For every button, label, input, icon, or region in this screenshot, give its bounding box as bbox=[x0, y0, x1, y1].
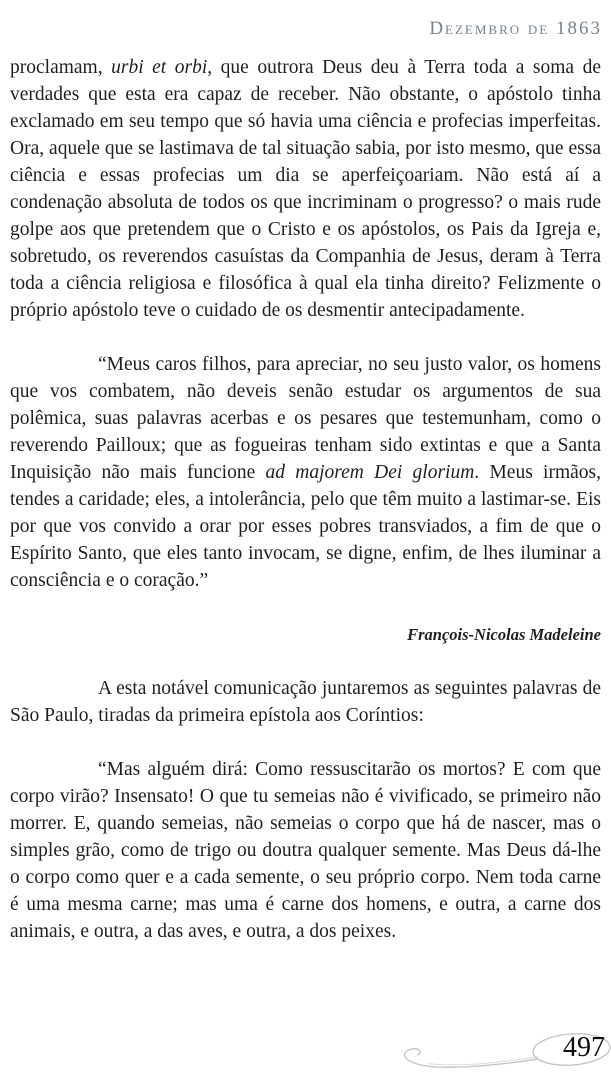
running-head: Dezembro de 1863 bbox=[429, 18, 602, 39]
paragraph-quote-paul: “Mas alguém dirá: Como ressuscitarão os mortos? E com que corpo virão? Insensato! O que tu semeias não é vivificado, se primeiro não morrer. E, quando semeias, não semeias o corpo que há de nascer, mas o simples grão, como de trigo ou doutra qualquer semente. Mas Deus dá-lhe o corpo como quer e a cada semente, o seu próprio corpo. Nem toda carne é uma mesma carne; mas uma é carne dos homens, e outra, a carne dos animais, e outra, a das aves, e outra, a dos peixes. bbox=[10, 759, 601, 942]
paragraph-quote-madeleine: “Meus caros filhos, para apreciar, no seu justo valor, os homens que vos combatem, não deveis senão estudar os argumentos de sua polêmica, suas palavras acerbas e os pesares que testemunham, como o reverendo Pailloux; que as fogueiras tenham sido extintas e que a Santa Inquisição não mais funcione ad majorem Dei glorium. Meus irmãos, tendes a caridade; eles, a intolerância, pelo que têm muito a lastimar-se. Eis por que vos convido a orar por esses pobres transviados, a fim de que o Espírito Santo, que eles tanto invocam, se digne, enfim, de lhes iluminar a consciência e o coração.” bbox=[10, 354, 601, 591]
page-body bbox=[10, 54, 601, 945]
paragraph-continuation: proclamam, urbi et orbi, que outrora Deus deu à Terra toda a soma de verdades que esta era capaz de receber. Não obstante, o apóstolo tinha exclamado em seu tempo que só havia uma ciência e profecias imperfeitas. Ora, aquele que se lastimava de tal situação sabia, por isto mesmo, que essa ciência e essas profecias um dia se aperfeiçoariam. Não está aí a condenação absoluta de todos os que incriminam o progresso? o mais rude golpe aos que pretendem que o Cristo e os apóstolos, os Pais da Igreja e, sobretudo, os reverendos casuístas da Companhia de Jesus, deram à Terra toda a ciência religiosa e filosófica à qual ela tinha direito? Felizmente o próprio apóstolo teve o cuidado de os desmentir antecipadamente. bbox=[10, 57, 602, 321]
paragraph-intro-paul: A esta notável comunicação juntaremos as seguintes palavras de São Paulo, tiradas da primeira epístola aos Coríntios: bbox=[10, 678, 601, 726]
attribution-signature: François-Nicolas Madeleine bbox=[407, 625, 601, 644]
page-number: 497 bbox=[563, 1032, 605, 1063]
